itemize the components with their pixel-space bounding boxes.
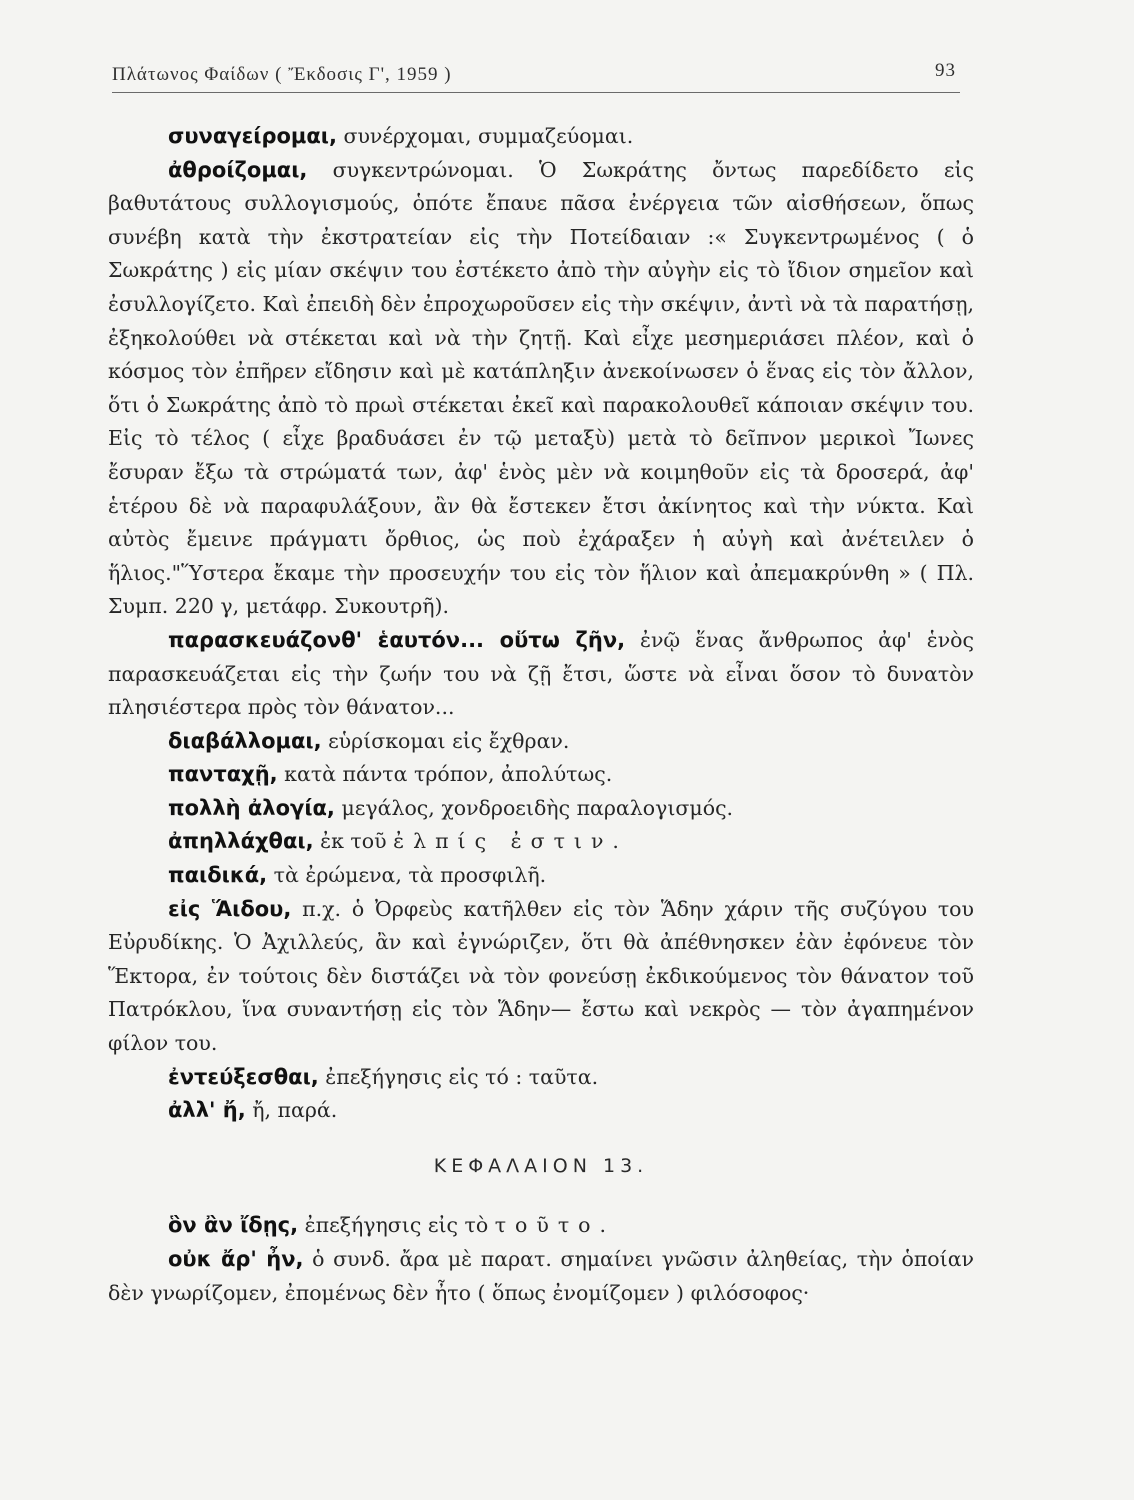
entry-text: ἐκ τοῦ: [313, 829, 394, 854]
body-text: [108, 120, 974, 1310]
glossary-entry: [108, 1061, 974, 1095]
entry-text-tail: .: [599, 1213, 607, 1238]
entry-text: π.χ. ὁ Ὀρφεὺς κατῆλθεν εἰς τὸν Ἅδην χάριν τῆς συζύγου του Εὐρυδίκης. Ὁ Ἀχιλλεύς, ἂν καὶ ἐγνώριζεν, ὅτι θὰ ἀπέθνησκεν ἐὰν ἐφόνευε τὸν Ἕκτορα, ἐν τούτοις δὲν διστάζει νὰ τὸν φονεύσῃ ἐκδικούμενος τὸν θάνατον τοῦ Πατρόκλου, ἵνα συναντήσῃ εἰς τὸν Ἅδην— ἔστω καὶ νεκρὸς — τὸν ἀγαπημένον φίλον του.: [108, 896, 974, 1056]
page-number: 93: [935, 60, 956, 81]
chapter-heading: ΚΕΦΑΛΑΙΟΝ 13.: [433, 1154, 649, 1177]
entry-text: συγκεντρώνομαι. Ὁ Σωκράτης ὄντως παρεδίδετο εἰς βαθυτάτους συλλογισμούς, ὁπότε ἔπαυε πᾶσα ἐνέργεια τῶν αἰσθήσεων, ὅπως συνέβη κατὰ τὴν ἐκστρατείαν εἰς τὴν Ποτείδαιαν :« Συγκεντρωμένος ( ὁ Σωκράτης ) εἰς μίαν σκέψιν του ἐστέκετο ἀπὸ τὴν αὐγὴν εἰς τὸ ἴδιον σημεῖον καὶ ἐσυλλογίζετο. Καὶ ἐπειδὴ δὲν ἐπροχωροῦσεν εἰς τὴν σκέψιν, ἀντὶ νὰ τὰ παρατήσῃ, ἐξηκολούθει νὰ στέκεται καὶ νὰ τὴν ζητῇ. Καὶ εἶχε μεσημεριάσει πλέον, καὶ ὁ κόσμος τὸν ἐπῆρεν εἴδησιν καὶ μὲ κατάπληξιν ἀνεκοίνωσεν ὁ ἕνας εἰς τὸν ἄλλον, ὅτι ὁ Σωκράτης ἀπὸ τὸ πρωὶ στέκεται ἐκεῖ καὶ παρακολουθεῖ κάποιαν σκέψιν του. Εἰς τὸ τέλος ( εἶχε βραδυάσει ἐν τῷ μεταξὺ) μετὰ τὸ δεῖπνον μερικοὶ Ἴωνες ἔσυραν ἔξω τὰ στρώματά των, ἀφ' ἑνὸς μὲν νὰ κοιμηθοῦν εἰς τὰ δροσερά, ἀφ' ἑτέρου δὲ νὰ παραφυλάξουν, ἂν θὰ ἔστεκεν ἔτσι ἀκίνητος καὶ τὴν νύκτα. Καὶ αὐτὸς ἔμεινε πράγματι ὄρθιος, ὡς ποὺ ἐχάραξεν ἡ αὐγὴ καὶ ἀνέτειλεν ὁ ἥλιος."Ὕστερα ἔκαμε τὴν προσευχήν του εἰς τὸν ἥλιον καὶ ἀπεμακρύνθη » ( Πλ. Συμπ. 220 γ, μετάφρ. Συκουτρῆ).: [108, 157, 974, 619]
entry-text-tail: .: [612, 829, 619, 854]
entry-term: ὃν ἂν ἴδῃς,: [168, 1213, 299, 1238]
entry-text: ὁ συνδ. ἄρα μὲ παρατ. σημαίνει γνῶσιν ἀληθείας, τὴν ὁποίαν δὲν γνωρίζομεν, ἐπομένως δὲν ἦτο ( ὅπως ἐνομίζομεν ) φιλόσοφος·: [108, 1247, 974, 1305]
running-title: Πλάτωνος Φαίδων ( Ἔκδοσις Γ', 1959 ): [112, 64, 452, 85]
glossary-entry: [108, 1094, 974, 1128]
entry-text: ἤ, παρά.: [245, 1098, 338, 1123]
entry-term: παιδικά,: [168, 863, 268, 888]
glossary-entry: [108, 859, 974, 893]
entry-term: συναγείρομαι,: [168, 124, 337, 148]
entry-term: διαβάλλομαι,: [168, 728, 322, 753]
entry-term: ἀπηλλάχθαι,: [168, 829, 314, 854]
glossary-entry: [108, 792, 974, 826]
glossary-entry: [108, 624, 974, 725]
spaced-emphasis: ἐλπίς ἐστιν: [393, 829, 613, 854]
glossary-entry: [108, 120, 974, 154]
entry-term: ἀλλ' ἤ,: [168, 1098, 246, 1123]
entry-text: ἐνῷ ἕνας ἄνθρωπος ἀφ' ἑνὸς παρασκευάζεται εἰς τὴν ζωήν του νὰ ζῇ ἔτσι, ὥστε νὰ εἶναι ὅσον τὸ δυνατὸν πλησιέστερα πρὸς τὸν θάνατον...: [108, 627, 975, 720]
glossary-entry: [108, 725, 974, 759]
entry-term: οὐκ ἄρ' ἦν,: [168, 1247, 304, 1271]
entry-text: ἐπεξήγησις εἰς τὸ: [298, 1213, 495, 1238]
glossary-entry: [108, 154, 974, 624]
glossary-entry: [108, 893, 974, 1061]
entry-text: εὑρίσκομαι εἰς ἔχθραν.: [321, 728, 570, 753]
running-header: [112, 58, 960, 93]
glossary-entry: [108, 758, 974, 792]
glossary-entry: [108, 1209, 974, 1243]
entry-term: ἀθροίζομαι,: [168, 157, 308, 182]
entry-term: πολλὴ ἀλογία,: [168, 795, 335, 820]
entry-text: τὰ ἐρώμενα, τὰ προσφιλῆ.: [267, 863, 547, 888]
entry-term: ἐντεύξεσθαι,: [168, 1064, 319, 1089]
entry-text: ἐπεξήγησις εἰς τό : ταῦτα.: [318, 1064, 599, 1089]
glossary-entry: [108, 825, 974, 859]
entry-text: μεγάλος, χονδροειδὴς παραλογισμός.: [334, 795, 734, 820]
entry-text: συνέρχομαι, συμμαζεύομαι.: [336, 124, 634, 148]
entry-term: εἰς Ἅιδου,: [168, 896, 292, 921]
entry-term: πανταχῇ,: [168, 762, 278, 787]
entry-term: παρασκευάζονθ' ἑαυτόν... οὕτω ζῆν,: [168, 627, 626, 652]
entry-text: κατὰ πάντα τρόπον, ἀπολύτως.: [277, 762, 613, 787]
spaced-emphasis: τοῦτο: [494, 1213, 600, 1238]
glossary-entry: [108, 1243, 974, 1310]
